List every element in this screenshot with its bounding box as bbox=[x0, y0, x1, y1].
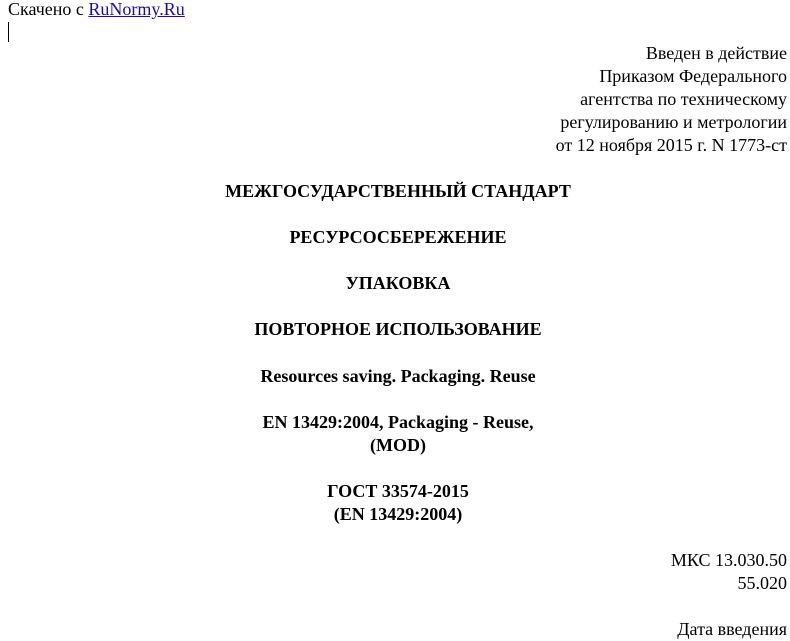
subject-heading: УПАКОВКА bbox=[345, 273, 451, 293]
standard-type-heading: МЕЖГОСУДАРСТВЕННЫЙ СТАНДАРТ bbox=[225, 181, 571, 201]
effective-date-label: Дата введения bbox=[677, 619, 787, 639]
intro-line-2: Приказом Федерального bbox=[599, 66, 787, 86]
document-title: ПОВТОРНОЕ ИСПОЛЬЗОВАНИЕ bbox=[254, 319, 542, 339]
english-title: Resources saving. Packaging. Reuse bbox=[260, 366, 536, 386]
runormy-link[interactable]: RuNormy.Ru bbox=[88, 0, 185, 19]
intro-line-5: от 12 ноября 2015 г. N 1773-ст bbox=[555, 135, 787, 155]
download-source-line bbox=[8, 0, 185, 21]
gost-number: ГОСТ 33574-2015 bbox=[327, 481, 469, 501]
topic-heading: РЕСУРСОСБЕРЕЖЕНИЕ bbox=[289, 227, 507, 247]
mks-line-1: МКС 13.030.50 bbox=[670, 550, 787, 570]
reference-line-1: EN 13429:2004, Packaging - Reuse, bbox=[262, 412, 534, 432]
intro-line-1: Введен в действие bbox=[645, 43, 787, 63]
intro-line-4: регулированию и метрологии bbox=[560, 112, 787, 132]
mks-line-2: 55.020 bbox=[737, 573, 787, 593]
download-prefix: Скачено с bbox=[8, 0, 89, 19]
intro-line-3: агентства по техническому bbox=[580, 89, 787, 109]
gost-equivalent: (EN 13429:2004) bbox=[333, 504, 463, 524]
text-cursor bbox=[8, 22, 9, 42]
reference-line-2: (MOD) bbox=[370, 435, 426, 455]
